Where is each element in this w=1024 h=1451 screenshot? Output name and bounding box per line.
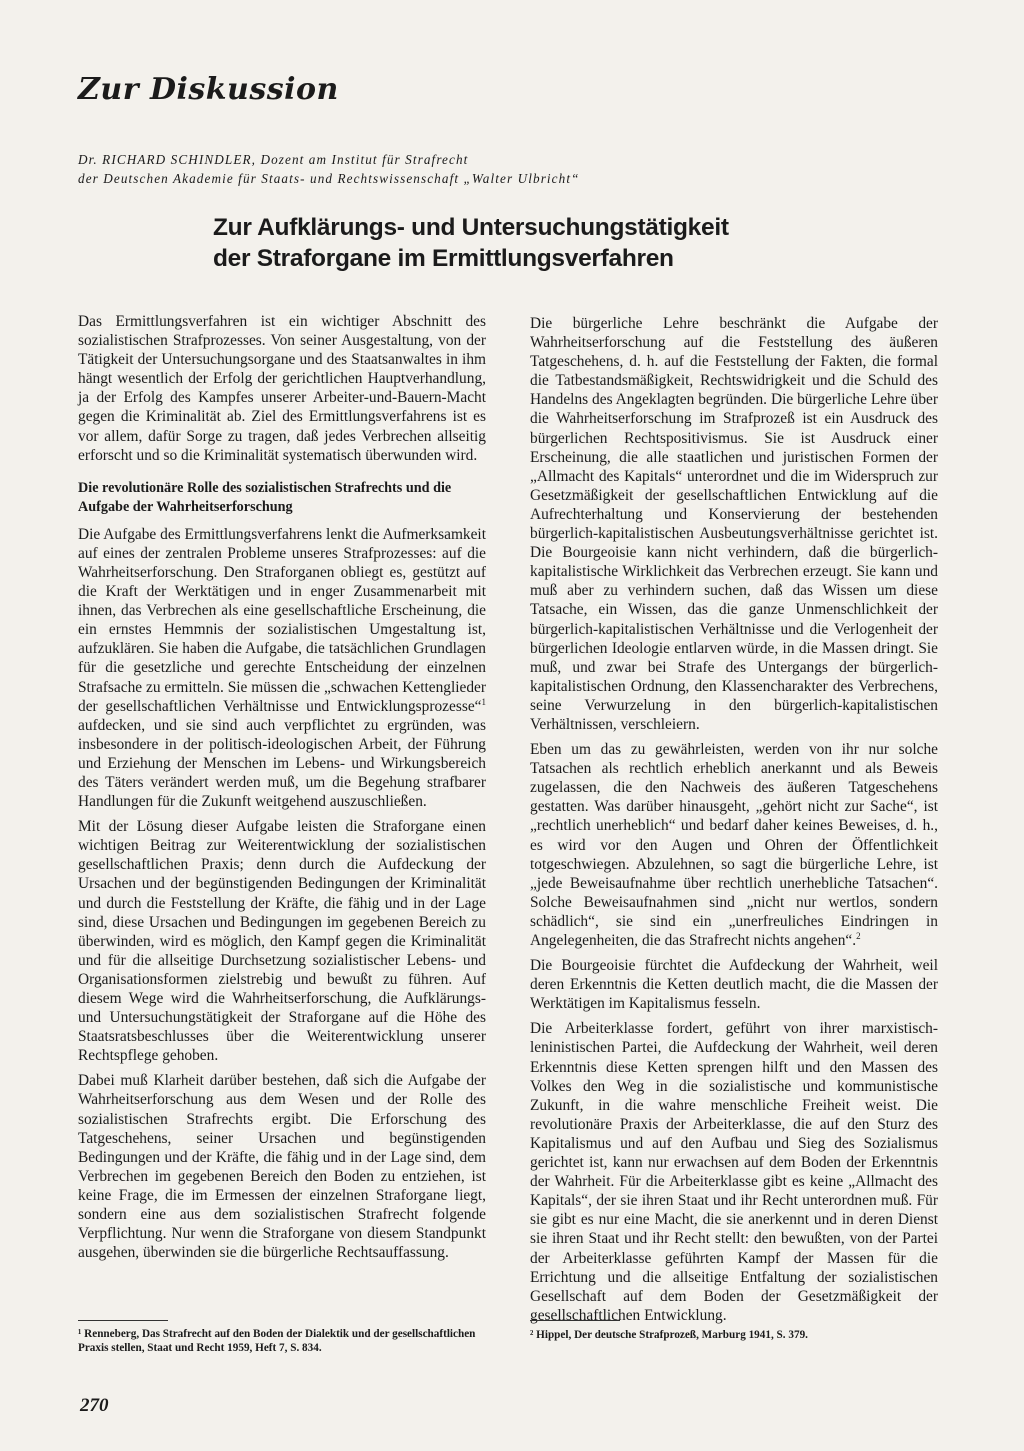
- paragraph: Die bürgerliche Lehre beschränkt die Aufgabe der Wahrheitserforschung auf die Feststellung des äußeren Tatgeschehens, d. h. auf die Feststellung der Fakten, die formal die Tatbestandsmäßigkeit, Rechtswidrigkeit und die Schuld des Handelns des Angeklagten begründen. Die bürgerliche Lehre über die Wahrheitserforschung im Strafprozeß ist ein Ausdruck des bürgerlichen Rechtspositivismus. Sie ist Ausdruck einer Erscheinung, die alle staatlichen und juristischen Formen der „Allmacht des Kapitals“ unterordnet und die im Widerspruch zur Gesetzmäßigkeit der gesellschaftlichen Entwicklung auf die Aufrechterhaltung und Konservierung der bestehenden bürgerlich-kapitalistischen Ausbeutungsverhältnisse gerichtet ist. Die Bourgeoisie kann nicht verhindern, daß die bürgerlich-kapitalistische Wirklichkeit das Verbrechen erzeugt. Sie kann und muß aber zu verhindern suchen, daß das Wissen um diese Tatsache, ein Wissen, das die ganze Unmenschlichkeit der bürgerlich-kapitalistischen Verhältnisse und die Verlogenheit der bürgerlichen Ideologie entlarven würde, in die Massen dringt. Sie muß, und zwar bei Strafe des Untergangs der bürgerlich-kapitalistischen Ordnung, den Klassencharakter des Verbrechens, seine Verwurzelung in den bürgerlich-kapitalistischen Verhältnissen, verschleiern.: [530, 315, 938, 733]
- paragraph: Dabei muß Klarheit darüber bestehen, daß sich die Aufgabe der Wahrheitserforschung aus dem Wesen und der Rolle des sozialistischen Strafrechts ergibt. Die Erforschung des Tatgeschehens, seiner Ursachen und begünstigenden Bedingungen und der Kräfte, die fähig und in der Lage sind, dem Verbrechen im gegebenen Bereich den Boden zu entziehen, ist keine Frage, die im Ermessen der einzelnen Straforgane liegt, sondern eine aus dem sozialistischen Strafrecht folgende Verpflichtung. Nur wenn die Straforgane von diesem Standpunkt ausgehen, überwinden sie die bürgerliche Rechtsauffassung.: [78, 1072, 486, 1262]
- left-column: [78, 312, 486, 1268]
- subheading: Die revolutionäre Rolle des sozialistischen Strafrechts und die Aufgabe der Wahrheitserforschung: [78, 479, 452, 515]
- footnote-divider: [530, 1320, 620, 1321]
- article-title: [213, 212, 933, 274]
- paragraph-text: aufdecken, und sie sind auch verpflichtet zu ergründen, was insbesondere in der politisch-ideologischen Arbeit, der Führung und Erziehung der Menschen im Lebens- und Wirkungsbereich des Täters verändert werden muß, um die Begehung strafbarer Handlungen für die Zukunft weitgehend auszuschließen.: [78, 716, 486, 811]
- title-line-1: Zur Aufklärungs- und Untersuchungstätigkeit: [213, 214, 729, 241]
- footnote-ref-2: 2: [856, 930, 861, 941]
- footnote-ref-1: 1: [481, 696, 486, 707]
- paragraph: Mit der Lösung dieser Aufgabe leisten die Straforgane einen wichtigen Beitrag zur Weiterentwicklung der sozialistischen gesellschaftlichen Praxis; denn durch die Aufdeckung der Ursachen und der begünstigenden Bedingungen der Kriminalität und durch die Feststellung der Kräfte, die fähig und in der Lage sind, diese Ursachen und Bedingungen im gegebenen Bereich zu überwinden, wird es möglich, den Kampf gegen die Kriminalität und für die allseitige Durchsetzung sozialistischer Lebens- und Organisationsformen zielstrebig und bewußt zu führen. Auf diesem Wege wird die Wahrheitserforschung, die Aufklärungs- und Untersuchungstätigkeit der Straforgane auf die Höhe des Staatsratsbeschlusses über die Weiterentwicklung unserer Rechtspflege gehoben.: [78, 818, 486, 1065]
- paragraph: [530, 740, 938, 950]
- page-number: 270: [80, 1395, 109, 1416]
- intro-paragraph: Das Ermittlungsverfahren ist ein wichtiger Abschnitt des sozialistischen Strafprozesses. Von seiner Ausgestaltung, von der Tätigkeit der Untersuchungsorgane und des Staatsanwaltes in ihm hängt wesentlich der Erfolg der gerichtlichen Hauptverhandlung, ja der Erfolg des Kampfes unserer Arbeiter-und-Bauern-Macht gegen die Kriminalität ab. Ziel des Ermittlungsverfahrens ist es vor allem, dafür Sorge zu tragen, daß jedes Verbrechen allseitig erforscht und so die Kriminalität systematisch überwunden wird.: [78, 313, 486, 464]
- paragraph: [78, 525, 486, 811]
- footnote-divider: [78, 1320, 168, 1321]
- title-line-2: der Straforgane im Ermittlungsverfahren: [213, 245, 674, 272]
- paragraph-text: Eben um das zu gewährleisten, werden von ihr nur solche Tatsachen als rechtlich erheblich anerkannt und als Beweis zugelassen, die den Nachweis des äußeren Tatgeschehens gestatten. Was darüber hinausgeht, „gehört nicht zur Sache“, ist „rechtlich unerheblich“ und bedarf daher keines Beweises, d. h., es wird vor den Augen und Ohren der Öffentlichkeit totgeschwiegen. Abzulehnen, so sagt die bürgerliche Lehre, ist „jede Beweisaufnahme über rechtlich unerhebliche Tatsachen“. Solche Beweisaufnahmen sind „nicht nur wertlos, sondern schädlich“, sie sind ein „unerfreuliches Eindringen in Angelegenheiten, die das Strafrecht nichts angehen“.: [530, 741, 938, 949]
- paragraph: Die Bourgeoisie fürchtet die Aufdeckung der Wahrheit, weil deren Erkenntnis die Ketten deutlich macht, die die Massen der Werktätigen im Kapitalismus fesseln.: [530, 957, 938, 1013]
- author-line-1: Dr. RICHARD SCHINDLER, Dozent am Institut für Strafrecht: [78, 152, 469, 167]
- paragraph: Die Arbeiterklasse fordert, geführt von ihrer marxistisch-leninistischen Partei, die Aufdeckung der Wahrheit, weil deren Erkenntnis diese Ketten sprengen hilft und den Massen des Volkes den Weg in die sozialistische und kommunistische Zukunft, in die wahre menschliche Freiheit weist. Die revolutionäre Praxis der Arbeiterklasse, die auf den Sturz des Kapitalismus und auf den Aufbau und Sieg des Sozialismus gerichtet ist, kann nur erwachsen auf dem Boden der Erkenntnis der Wahrheit. Für die Arbeiterklasse gibt es keine „Allmacht des Kapitals“, der sie ihren Staat und ihr Recht unterordnen muß. Für sie gibt es nur eine Macht, die sie anerkennt und in deren Dienst sie ihren Staat und ihr Recht stellt: den bewußten, von der Partei der Arbeiterklasse geführten Kampf der Massen für die Errichtung und die allseitige Entfaltung der sozialistischen Gesellschaft auf dem Boden der Gesetzmäßigkeit der gesellschaftlichen Entwicklung.: [530, 1020, 938, 1324]
- footnote-1: ¹ Renneberg, Das Strafrecht auf den Boden der Dialektik und der gesellschaftlichen Praxis stellen, Staat und Recht 1959, Heft 7, S. 834.: [78, 1328, 476, 1354]
- author-byline: [78, 150, 978, 188]
- author-line-2: der Deutschen Akademie für Staats- und Rechtswissenschaft „Walter Ulbricht“: [78, 171, 580, 186]
- section-heading: Zur Diskussion: [78, 72, 339, 107]
- footnote-2: ² Hippel, Der deutsche Strafprozeß, Marburg 1941, S. 379.: [530, 1329, 808, 1341]
- paragraph-text: Die Aufgabe des Ermittlungsverfahrens lenkt die Aufmerksamkeit auf eines der zentralen Probleme unseres Strafprozesses: auf die Wahrheitserforschung. Den Straforganen obliegt es, gestützt auf die Kraft der Werktätigen und in enger Zusammenarbeit mit ihnen, das Verbrechen als eine gesellschaftliche Erscheinung, die ein ernstes Hemmnis der sozialistischen Umgestaltung ist, aufzuklären. Sie haben die Aufgabe, die tatsächlichen Grundlagen für die gesetzliche und gerechte Entscheidung der einzelnen Strafsache zu ermitteln. Sie müssen die „schwachen Kettenglieder der gesellschaftlichen Verhältnisse und Entwicklungsprozesse“: [78, 525, 486, 715]
- right-column: [530, 314, 938, 1331]
